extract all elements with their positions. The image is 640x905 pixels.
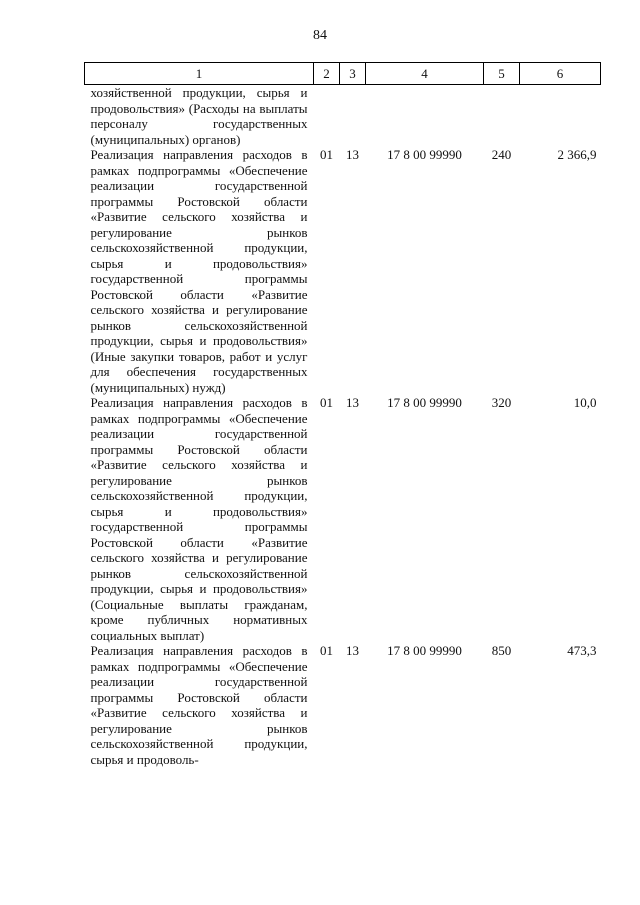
- row-description: Реализация направления расходов в рамках подпрограммы «Обеспечение реализации государственной программы Ростовской области «Развитие сельского хозяйства и регулирование рынков сельскохозяйственной продукции, сырья и продовольствия» государственной программы Ростовской области «Развитие сельского хозяйства и регулирование рынков сельскохозяйственной продукции, сырья и продовольствия» (Иные закупки товаров, работ и услуг для обеспечения государственных (муниципальных) нужд): [90, 147, 308, 395]
- row-expense-type: 240: [491, 147, 512, 162]
- table-row: [85, 147, 601, 395]
- row-amount: 2 366,9: [557, 147, 597, 162]
- table-header-row: [85, 63, 601, 85]
- row-description: Реализация направления расходов в рамках подпрограммы «Обеспечение реализации государственной программы Ростовской области «Развитие сельского хозяйства и регулирование рынков сельскохозяйственной продукции, сырья и продовольствия» государственной программы Ростовской области «Развитие сельского хозяйства и регулирование рынков сельскохозяйственной продукции, сырья и продовольствия» (Социальные выплаты гражданам, кроме публичных нормативных социальных выплат): [90, 395, 308, 643]
- column-header-6: 6: [520, 63, 601, 85]
- budget-table: [84, 62, 601, 767]
- row-subsection: [340, 85, 366, 148]
- column-header-1: 1: [85, 63, 314, 85]
- table-row: [85, 643, 601, 767]
- row-description: хозяйственной продукции, сырья и продовольствия» (Расходы на выплаты персоналу государственных (муниципальных) органов): [90, 85, 308, 147]
- page-number: 84: [313, 28, 327, 43]
- row-expense-type: [484, 85, 520, 148]
- row-section: 01: [320, 395, 333, 410]
- row-section: 01: [320, 643, 333, 658]
- column-header-3: 3: [340, 63, 366, 85]
- row-target-article: [366, 85, 484, 148]
- row-subsection: 13: [346, 395, 359, 410]
- row-amount: 473,3: [567, 643, 597, 658]
- column-header-2: 2: [314, 63, 340, 85]
- row-expense-type: 320: [491, 395, 512, 410]
- row-description: Реализация направления расходов в рамках подпрограммы «Обеспечение реализации государственной программы Ростовской области «Развитие сельского хозяйства и регулирование рынков сельскохозяйственной продукции, сырья и продоволь-: [90, 643, 308, 767]
- row-section: 01: [320, 147, 333, 162]
- row-section: [314, 85, 340, 148]
- row-target-article: 17 8 00 99990: [387, 643, 462, 658]
- table-row: [85, 395, 601, 643]
- column-header-4: 4: [366, 63, 484, 85]
- row-target-article: 17 8 00 99990: [387, 147, 462, 162]
- row-subsection: 13: [346, 147, 359, 162]
- table-row: [85, 85, 601, 148]
- row-amount: 10,0: [573, 395, 597, 410]
- row-expense-type: 850: [491, 643, 512, 658]
- row-amount: [520, 85, 601, 148]
- column-header-5: 5: [484, 63, 520, 85]
- row-target-article: 17 8 00 99990: [387, 395, 462, 410]
- row-subsection: 13: [346, 643, 359, 658]
